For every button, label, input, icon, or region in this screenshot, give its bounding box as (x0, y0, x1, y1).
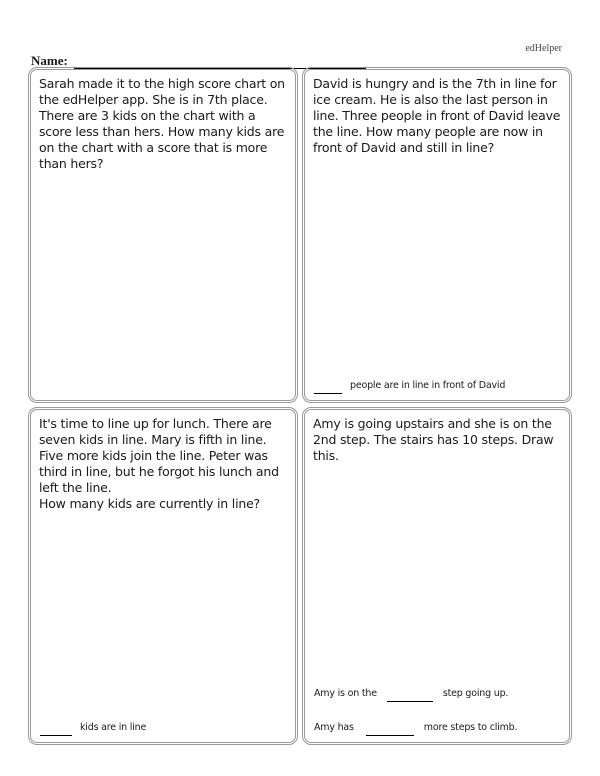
problem-2-answer-text: people are in line in front of David (350, 380, 506, 391)
problem-3-answer-text: kids are in line (80, 722, 147, 733)
problem-4-answer1-after: step going up. (442, 688, 509, 699)
problem-4-answer1-before: Amy is on the (314, 688, 377, 699)
problem-4-question: Amy is going upstairs and she is on the 2nd step. The stairs has 10 steps. Draw this. (313, 416, 554, 463)
problem-box-4 (302, 407, 572, 745)
answer-blank[interactable] (314, 383, 342, 394)
problem-4-answer-row-1 (314, 686, 508, 702)
brand-label: edHelper (525, 43, 562, 54)
problem-4-answer2-after: more steps to climb. (423, 722, 518, 733)
problem-box-2 (302, 67, 572, 403)
problem-2-answer-row (314, 378, 505, 394)
problem-4-answer2-before: Amy has (314, 722, 354, 733)
problem-3-question-line-2: How many kids are currently in line? (39, 496, 260, 511)
problem-box-3 (28, 407, 298, 745)
problem-3-question-line-1: It's time to line up for lunch. There are seven kids in line. Mary is fifth in line. Five more kids join the line. Peter was third in line, but he forgot his lunch and left the line. (39, 416, 279, 495)
answer-blank[interactable] (40, 725, 72, 736)
answer-blank[interactable] (387, 691, 433, 702)
problem-box-1 (28, 67, 298, 403)
problem-3-answer-row (40, 720, 146, 736)
name-label: Name: (31, 53, 68, 68)
problem-1-question: Sarah made it to the high score chart on the edHelper app. She is in 7th place. There are 3 kids on the chart with a score less than hers. How many kids are on the chart with a score that is more than hers? (39, 76, 285, 171)
problem-2-question: David is hungry and is the 7th in line for ice cream. He is also the last person in line. Three people in front of David leave the line. How many people are now in front of David and still in line? (313, 76, 561, 155)
answer-blank[interactable] (366, 725, 414, 736)
problem-4-answer-row-2 (314, 720, 517, 736)
